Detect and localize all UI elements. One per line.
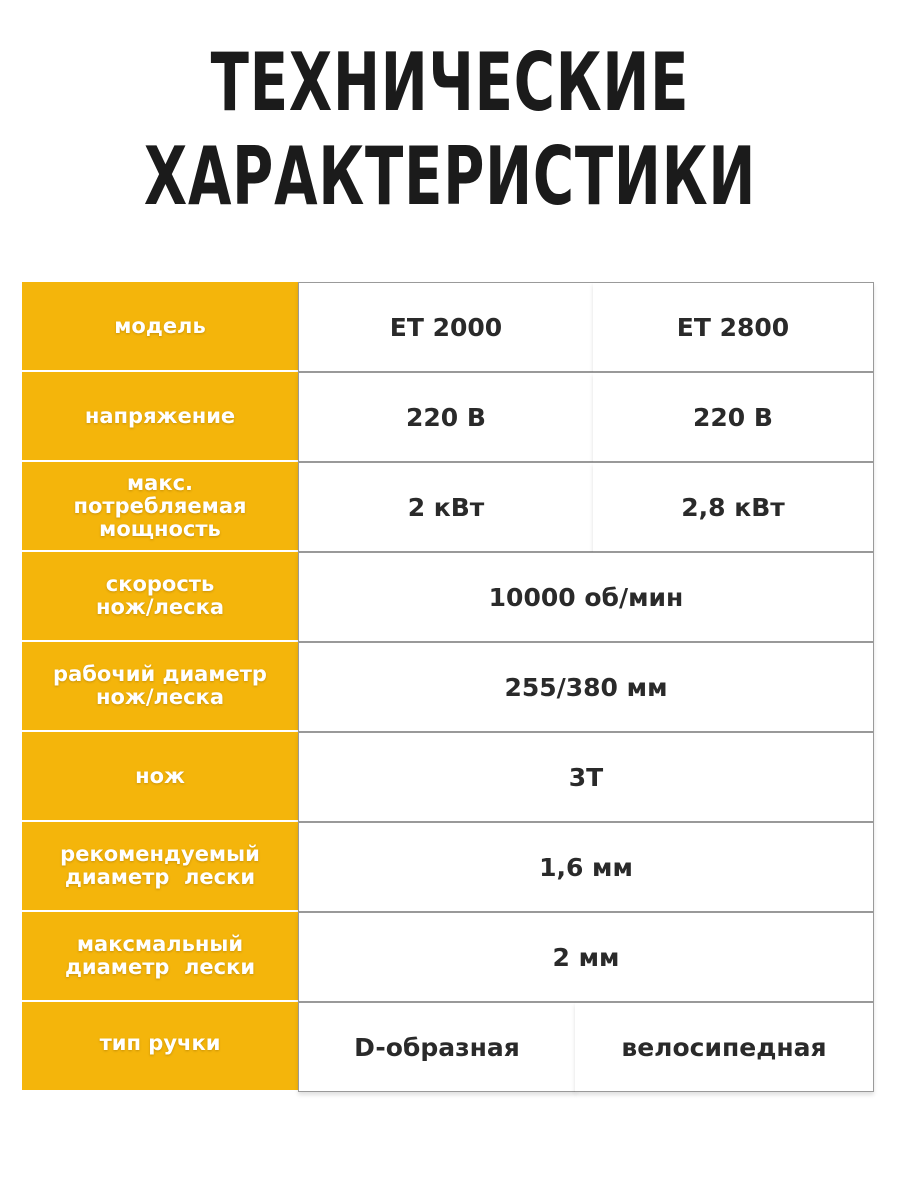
value-model-et2000: ET 2000 bbox=[298, 282, 594, 372]
label-recommended-line: рекомендуемый диаметр лески bbox=[22, 822, 298, 912]
table-row-voltage bbox=[22, 372, 874, 462]
label-working-diameter: рабочий диаметр нож/леска bbox=[22, 642, 298, 732]
table-row-working-diameter bbox=[22, 642, 874, 732]
label-voltage: напряжение bbox=[22, 372, 298, 462]
value-power-et2800: 2,8 кВт bbox=[593, 462, 874, 552]
label-max-line: максмальный диаметр лески bbox=[22, 912, 298, 1002]
value-voltage-et2800: 220 В bbox=[593, 372, 874, 462]
table-row-knife bbox=[22, 732, 874, 822]
value-voltage-et2000: 220 В bbox=[298, 372, 594, 462]
value-max-line: 2 мм bbox=[298, 912, 874, 1002]
label-handle: тип ручки bbox=[22, 1002, 298, 1092]
table-row-power bbox=[22, 462, 874, 552]
table-row-max-line bbox=[22, 912, 874, 1002]
value-handle-et2000: D-образная bbox=[298, 1002, 576, 1092]
label-power: макс. потребляемая мощность bbox=[22, 462, 298, 552]
table-row-handle bbox=[22, 1002, 874, 1092]
value-recommended-line: 1,6 мм bbox=[298, 822, 874, 912]
label-knife: нож bbox=[22, 732, 298, 822]
value-power-et2000: 2 кВт bbox=[298, 462, 594, 552]
value-model-et2800: ET 2800 bbox=[593, 282, 874, 372]
label-speed: скорость нож/леска bbox=[22, 552, 298, 642]
table-row-model bbox=[22, 282, 874, 372]
page-title-line-1: ТЕХНИЧЕСКИЕ bbox=[210, 36, 690, 129]
specifications-table bbox=[22, 282, 874, 1092]
table-row-recommended-line bbox=[22, 822, 874, 912]
value-working-diameter: 255/380 мм bbox=[298, 642, 874, 732]
value-speed: 10000 об/мин bbox=[298, 552, 874, 642]
value-handle-et2800: велосипедная bbox=[575, 1002, 874, 1092]
page-title-line-2: ХАРАКТЕРИСТИКИ bbox=[143, 130, 757, 223]
table-row-speed bbox=[22, 552, 874, 642]
label-model: модель bbox=[22, 282, 298, 372]
value-knife: 3Т bbox=[298, 732, 874, 822]
